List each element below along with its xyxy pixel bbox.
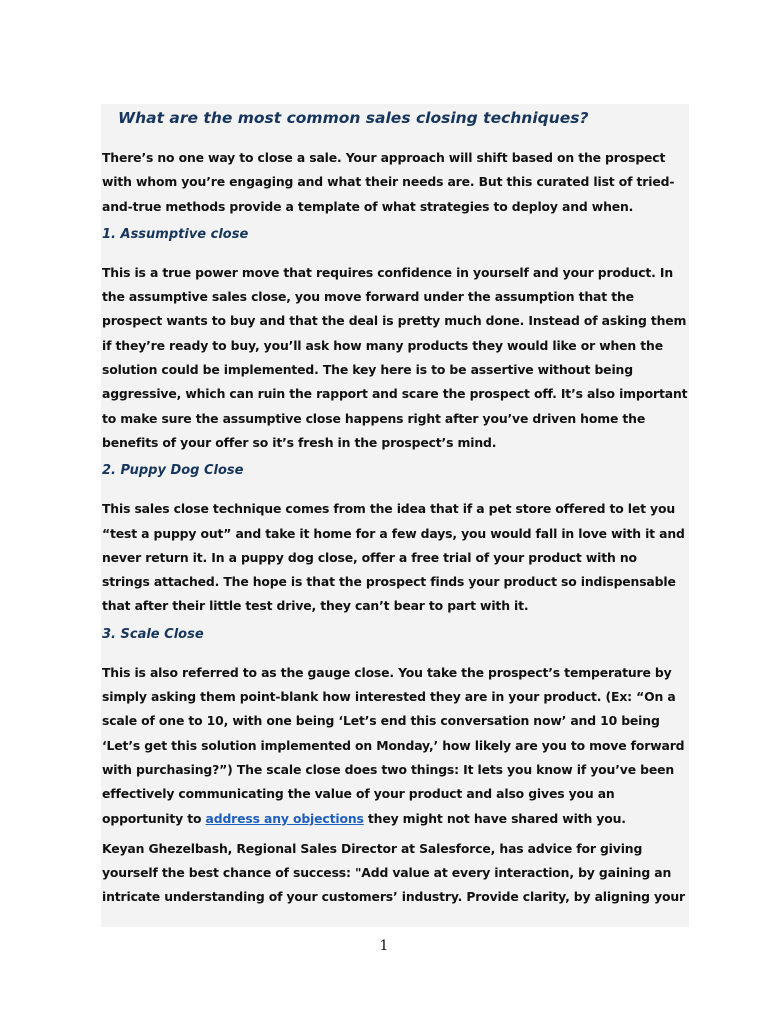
scale-close-text-after-link: they might not have shared with you. [363,810,626,826]
page-number: 1 [379,938,389,954]
intro-paragraph: There’s no one way to close a sale. Your approach will shift based on the prospect with whom you’re engaging and what their needs are. But this curated list of tried-and-true methods provide a template of what strategies to deploy and when. [102,150,675,214]
document-body [102,104,688,910]
section-heading-assumptive-close: 1. Assumptive close [102,226,249,242]
section-body-assumptive-close: This is a true power move that requires confidence in yourself and your product. In the assumptive sales close, you move forward under the assumption that the prospect wants to buy and that the deal is pretty much done. Instead of asking them if they’re ready to buy, you’ll ask how many products they would like or when the solution could be implemented. The key here is to be assertive without being aggressive, which can ruin the rapport and scare the prospect off. It’s also important to make sure the assumptive close happens right after you’ve driven home the benefits of your offer so it’s fresh in the prospect’s mind. [102,264,688,450]
section-body-puppy-dog-close: This sales close technique comes from the idea that if a pet store offered to let you “test a puppy out” and take it home for a few days, you would fall in love with it and never return it. In a puppy dog close, offer a free trial of your product with no strings attached. The hope is that the prospect finds your product so indispensable that after their little test drive, they can’t bear to part with it. [102,501,685,614]
address-objections-link[interactable]: address any objections [205,810,364,826]
quote-paragraph: Keyan Ghezelbash, Regional Sales Director at Salesforce, has advice for giving yourself the best chance of success: "Add value at every interaction, by gaining an intricate understanding of your customers’ industry. Provide clarity, by aligning your [102,840,685,905]
document-title: What are the most common sales closing techniques? [118,109,589,127]
section-body-scale-close [102,661,688,831]
section-heading-scale-close: 3. Scale Close [102,626,204,642]
section-heading-puppy-dog-close: 2. Puppy Dog Close [102,463,244,479]
scale-close-text-before-link: This is also referred to as the gauge close. You take the prospect’s temperature by simply asking them point-blank how interested they are in your product. (Ex: “On a scale of one to 10, with one being ‘Let’s end this conversation now’ and 10 being ‘Let’s get this solution implemented on Monday,’ how likely are you to move forward with purchasing?”) The scale close does two things: It lets you know if you’ve been effectively communicating the value of your product and also gives you an opportunity to [102,664,685,826]
